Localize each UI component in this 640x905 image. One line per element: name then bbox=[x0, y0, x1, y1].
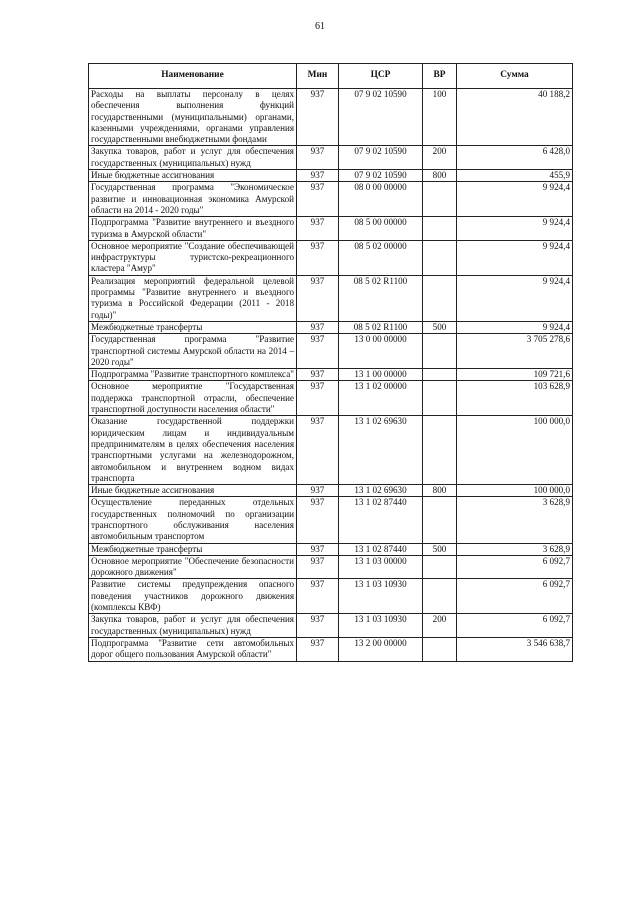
cell-name: Основное мероприятие "Обеспечение безопасности дорожного движения" bbox=[89, 555, 297, 579]
cell-sum: 103 628,9 bbox=[457, 381, 573, 416]
cell-vr bbox=[423, 555, 457, 579]
header-sum: Сумма bbox=[457, 64, 573, 89]
table-row bbox=[89, 555, 573, 579]
table-row bbox=[89, 614, 573, 638]
cell-sum: 6 092,7 bbox=[457, 579, 573, 614]
cell-min: 937 bbox=[297, 89, 339, 146]
table-row bbox=[89, 321, 573, 333]
page-number: 61 bbox=[315, 21, 325, 32]
cell-name: Развитие системы предупреждения опасного поведения участников дорожного движения (комплексы КВФ) bbox=[89, 579, 297, 614]
cell-sum: 3 628,9 bbox=[457, 543, 573, 555]
cell-csr: 13 1 03 10930 bbox=[339, 579, 423, 614]
cell-sum: 100 000,0 bbox=[457, 416, 573, 485]
cell-sum: 9 924,4 bbox=[457, 321, 573, 333]
cell-csr: 08 0 00 00000 bbox=[339, 182, 423, 217]
cell-csr: 13 1 03 10930 bbox=[339, 614, 423, 638]
header-min: Мин bbox=[297, 64, 339, 89]
cell-sum: 40 188,2 bbox=[457, 89, 573, 146]
cell-csr: 13 1 02 69630 bbox=[339, 485, 423, 497]
table-row bbox=[89, 416, 573, 485]
cell-min: 937 bbox=[297, 146, 339, 170]
cell-sum: 6 428,0 bbox=[457, 146, 573, 170]
table-row bbox=[89, 485, 573, 497]
header-vr: ВР bbox=[423, 64, 457, 89]
cell-name: Осуществление переданных отдельных государственных полномочий по организации транспортного обслуживания населения автомобильным транспортом bbox=[89, 497, 297, 543]
cell-min: 937 bbox=[297, 485, 339, 497]
cell-min: 937 bbox=[297, 614, 339, 638]
cell-name: Реализация мероприятий федеральной целевой программы "Развитие внутреннего и въездного туризма в Российской Федерации (2011 - 2018 годы)" bbox=[89, 275, 297, 321]
cell-name: Расходы на выплаты персоналу в целях обеспечения выполнения функций государственными (муниципальными) органами, казенными учреждениями, органами управления государственными внебюджетными фондами bbox=[89, 89, 297, 146]
cell-csr: 13 2 00 00000 bbox=[339, 637, 423, 661]
cell-min: 937 bbox=[297, 334, 339, 369]
cell-name: Подпрограмма "Развитие транспортного комплекса" bbox=[89, 369, 297, 381]
cell-vr: 200 bbox=[423, 614, 457, 638]
table-row bbox=[89, 637, 573, 661]
cell-sum: 9 924,4 bbox=[457, 240, 573, 275]
table-row bbox=[89, 579, 573, 614]
cell-name: Межбюджетные трансферты bbox=[89, 543, 297, 555]
cell-csr: 13 1 00 00000 bbox=[339, 369, 423, 381]
header-name: Наименование bbox=[89, 64, 297, 89]
cell-vr bbox=[423, 240, 457, 275]
cell-sum: 9 924,4 bbox=[457, 275, 573, 321]
cell-sum: 6 092,7 bbox=[457, 555, 573, 579]
cell-min: 937 bbox=[297, 555, 339, 579]
table-row bbox=[89, 275, 573, 321]
cell-name: Основное мероприятие "Создание обеспечивающей инфраструктуры туристско-рекреационного кластера "Амур" bbox=[89, 240, 297, 275]
cell-min: 937 bbox=[297, 275, 339, 321]
cell-min: 937 bbox=[297, 579, 339, 614]
cell-csr: 08 5 02 R1100 bbox=[339, 321, 423, 333]
cell-sum: 3 705 278,6 bbox=[457, 334, 573, 369]
cell-csr: 13 0 00 00000 bbox=[339, 334, 423, 369]
table-row bbox=[89, 369, 573, 381]
cell-vr: 500 bbox=[423, 543, 457, 555]
cell-vr bbox=[423, 416, 457, 485]
cell-csr: 13 1 02 69630 bbox=[339, 416, 423, 485]
cell-sum: 6 092,7 bbox=[457, 614, 573, 638]
cell-csr: 13 1 02 87440 bbox=[339, 543, 423, 555]
cell-min: 937 bbox=[297, 497, 339, 543]
cell-min: 937 bbox=[297, 637, 339, 661]
cell-csr: 13 1 03 00000 bbox=[339, 555, 423, 579]
cell-min: 937 bbox=[297, 240, 339, 275]
table-body bbox=[89, 89, 573, 662]
cell-csr: 07 9 02 10590 bbox=[339, 170, 423, 182]
cell-csr: 08 5 00 00000 bbox=[339, 217, 423, 241]
cell-name: Закупка товаров, работ и услуг для обеспечения государственных (муниципальных) нужд bbox=[89, 146, 297, 170]
cell-name: Оказание государственной поддержки юридическим лицам и индивидуальным предпринимателям в целях обеспечения населения транспортными услугами на железнодорожном, автомобильном и внутреннем водном видах транспорта bbox=[89, 416, 297, 485]
table-row bbox=[89, 170, 573, 182]
cell-vr bbox=[423, 637, 457, 661]
cell-min: 937 bbox=[297, 321, 339, 333]
cell-min: 937 bbox=[297, 217, 339, 241]
cell-name: Закупка товаров, работ и услуг для обеспечения государственных (муниципальных) нужд bbox=[89, 614, 297, 638]
cell-sum: 109 721,6 bbox=[457, 369, 573, 381]
table-row bbox=[89, 146, 573, 170]
cell-vr bbox=[423, 334, 457, 369]
table-row bbox=[89, 334, 573, 369]
cell-csr: 13 1 02 00000 bbox=[339, 381, 423, 416]
cell-sum: 9 924,4 bbox=[457, 217, 573, 241]
cell-min: 937 bbox=[297, 170, 339, 182]
cell-sum: 455,9 bbox=[457, 170, 573, 182]
cell-csr: 13 1 02 87440 bbox=[339, 497, 423, 543]
cell-sum: 9 924,4 bbox=[457, 182, 573, 217]
cell-vr: 800 bbox=[423, 485, 457, 497]
cell-name: Подпрограмма "Развитие сети автомобильных дорог общего пользования Амурской области" bbox=[89, 637, 297, 661]
cell-name: Государственная программа "Экономическое развитие и инновационная экономика Амурской области на 2014 - 2020 годы" bbox=[89, 182, 297, 217]
cell-name: Подпрограмма "Развитие внутреннего и въездного туризма в Амурской области" bbox=[89, 217, 297, 241]
table-header-row bbox=[89, 64, 573, 89]
cell-min: 937 bbox=[297, 543, 339, 555]
cell-vr: 100 bbox=[423, 89, 457, 146]
cell-vr bbox=[423, 381, 457, 416]
table-row bbox=[89, 381, 573, 416]
cell-name: Иные бюджетные ассигнования bbox=[89, 170, 297, 182]
cell-vr: 200 bbox=[423, 146, 457, 170]
cell-sum: 3 546 638,7 bbox=[457, 637, 573, 661]
cell-vr bbox=[423, 497, 457, 543]
cell-name: Основное мероприятие "Государственная поддержка транспортной отрасли, обеспечение транспортной доступности населения области" bbox=[89, 381, 297, 416]
cell-vr: 500 bbox=[423, 321, 457, 333]
table-row bbox=[89, 543, 573, 555]
cell-vr bbox=[423, 579, 457, 614]
cell-min: 937 bbox=[297, 381, 339, 416]
table-row bbox=[89, 89, 573, 146]
budget-table bbox=[88, 63, 573, 662]
cell-csr: 07 9 02 10590 bbox=[339, 146, 423, 170]
cell-min: 937 bbox=[297, 416, 339, 485]
cell-vr bbox=[423, 217, 457, 241]
cell-vr bbox=[423, 182, 457, 217]
table-row bbox=[89, 497, 573, 543]
table-row bbox=[89, 217, 573, 241]
cell-min: 937 bbox=[297, 182, 339, 217]
cell-vr bbox=[423, 369, 457, 381]
cell-min: 937 bbox=[297, 369, 339, 381]
cell-csr: 08 5 02 00000 bbox=[339, 240, 423, 275]
cell-name: Межбюджетные трансферты bbox=[89, 321, 297, 333]
cell-sum: 3 628,9 bbox=[457, 497, 573, 543]
cell-name: Государственная программа "Развитие транспортной системы Амурской области на 2014 – 2020 годы" bbox=[89, 334, 297, 369]
cell-vr: 800 bbox=[423, 170, 457, 182]
cell-name: Иные бюджетные ассигнования bbox=[89, 485, 297, 497]
table-row bbox=[89, 240, 573, 275]
cell-csr: 07 9 02 10590 bbox=[339, 89, 423, 146]
cell-sum: 100 000,0 bbox=[457, 485, 573, 497]
cell-vr bbox=[423, 275, 457, 321]
table-row bbox=[89, 182, 573, 217]
cell-csr: 08 5 02 R1100 bbox=[339, 275, 423, 321]
header-csr: ЦСР bbox=[339, 64, 423, 89]
